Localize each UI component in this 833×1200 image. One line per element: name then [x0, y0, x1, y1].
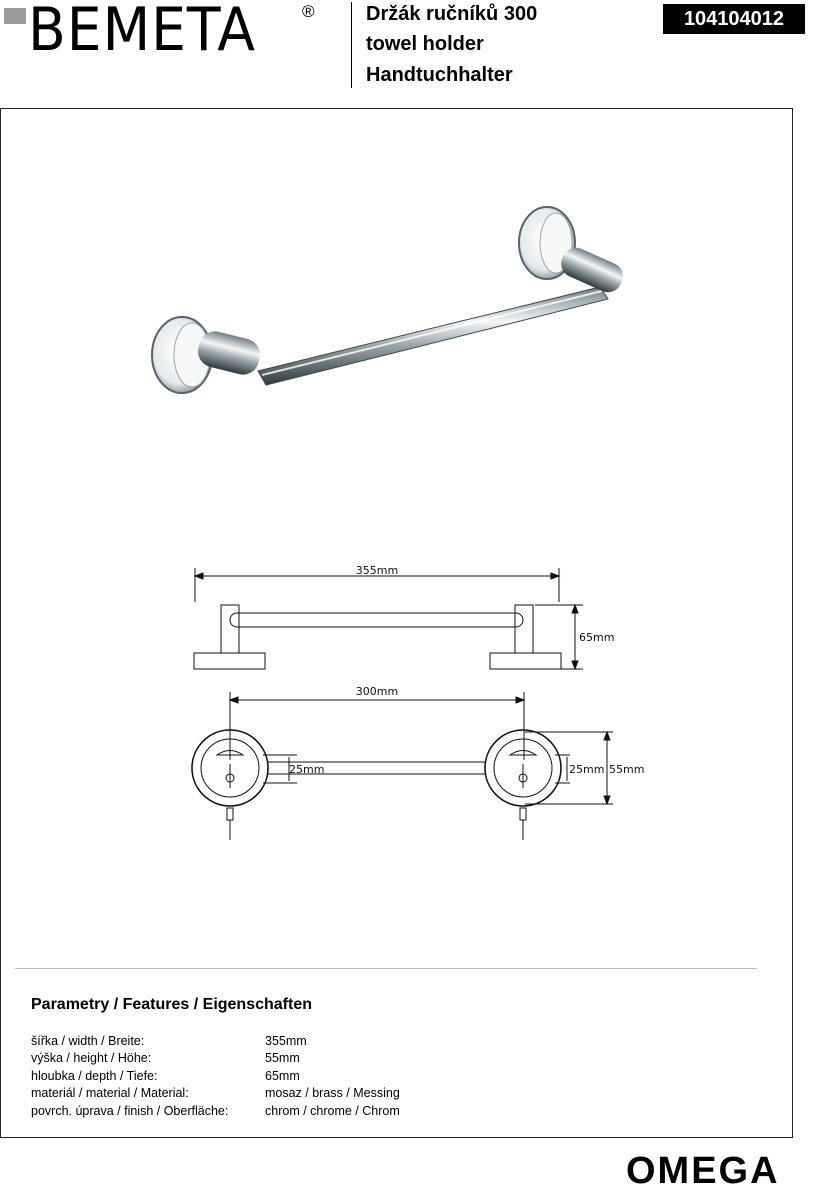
dim-rod-right: 25mm — [569, 763, 605, 776]
feature-row-material — [31, 1085, 400, 1102]
feature-label: šířka / width / Breite: — [31, 1034, 145, 1048]
features-heading: Parametry / Features / Eigenschaften — [31, 996, 312, 1013]
feature-row-finish — [31, 1103, 400, 1120]
feature-label: materiál / material / Material: — [31, 1086, 189, 1101]
product-code: 104104012 — [663, 4, 805, 34]
features-divider — [15, 968, 757, 969]
technical-drawing — [175, 550, 675, 850]
product-title-en: towel holder — [366, 33, 484, 55]
feature-label: hloubka / depth / Tiefe: — [31, 1068, 158, 1083]
brand-logo: BEMETA — [28, 0, 256, 65]
logo-square — [4, 8, 26, 24]
dim-rod-left: 25mm — [289, 763, 325, 776]
feature-value: mosaz / brass / Messing — [265, 1086, 400, 1101]
registered-mark: ® — [302, 2, 315, 21]
feature-row-width — [31, 1033, 400, 1050]
dim-rosette: 55mm — [609, 763, 645, 776]
product-image — [140, 195, 640, 415]
series-name: OMEGA — [626, 1150, 780, 1192]
product-title-cz: Držák ručníků 300 — [366, 3, 538, 25]
dim-depth: 65mm — [579, 631, 615, 644]
product-title-de: Handtuchhalter — [366, 64, 513, 86]
feature-label: povrch. úprava / finish / Oberfläche: — [31, 1103, 229, 1118]
feature-value: chrom / chrome / Chrom — [265, 1103, 400, 1118]
feature-value: 355mm — [265, 1034, 307, 1048]
dim-center-distance: 300mm — [355, 685, 399, 698]
dim-total-width: 355mm — [355, 564, 399, 577]
features-table — [31, 1033, 400, 1120]
feature-value: 65mm — [265, 1068, 300, 1083]
feature-row-height — [31, 1050, 400, 1067]
feature-label: výška / height / Höhe: — [31, 1051, 152, 1066]
feature-row-depth — [31, 1068, 400, 1085]
feature-value: 55mm — [265, 1051, 300, 1066]
header-divider — [351, 2, 352, 88]
